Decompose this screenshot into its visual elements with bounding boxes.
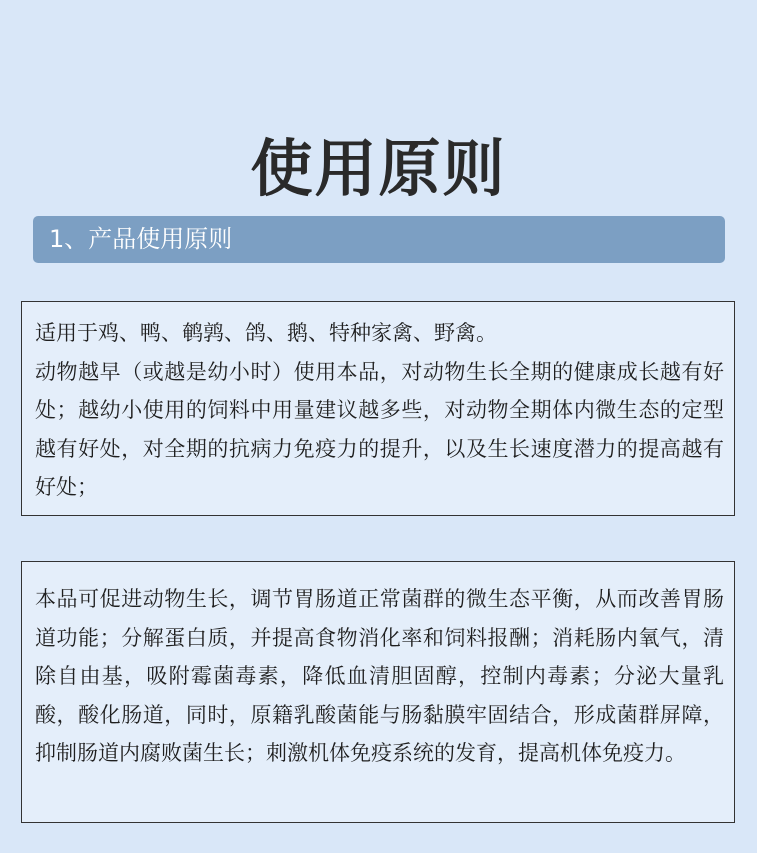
- page-title: 使用原则: [250, 131, 507, 205]
- applicable-animals-text: 适用于鸡、鸭、鹌鹑、鸽、鹅、特种家禽、野禽。: [35, 321, 497, 345]
- section-heading: 1、产品使用原则: [49, 225, 233, 253]
- usage-scope-box: [21, 301, 735, 516]
- product-effects-box: [21, 561, 735, 823]
- section-header-bar: [33, 216, 725, 263]
- product-effects-text: 本品可促进动物生长，调节胃肠道正常菌群的微生态平衡，从而改善胃肠道功能；分解蛋白质，并提高食物消化率和饲料报酬；消耗肠内氧气，清除自由基，吸附霉菌毒素，降低血清胆固醇，控制内毒素；分泌大量乳酸，酸化肠道，同时，原籍乳酸菌能与肠黏膜牢固结合，形成菌群屏障，抑制肠道内腐败菌生长；刺激机体免疫系统的发育，提高机体免疫力。: [35, 587, 724, 765]
- early-use-benefits-text: 动物越早（或越是幼小时）使用本品，对动物生长全期的健康成长越有好处；越幼小使用的饲料中用量建议越多些，对动物全期体内微生态的定型越有好处，对全期的抗病力免疫力的提升，以及生长速度潜力的提高越有好处；: [35, 359, 724, 499]
